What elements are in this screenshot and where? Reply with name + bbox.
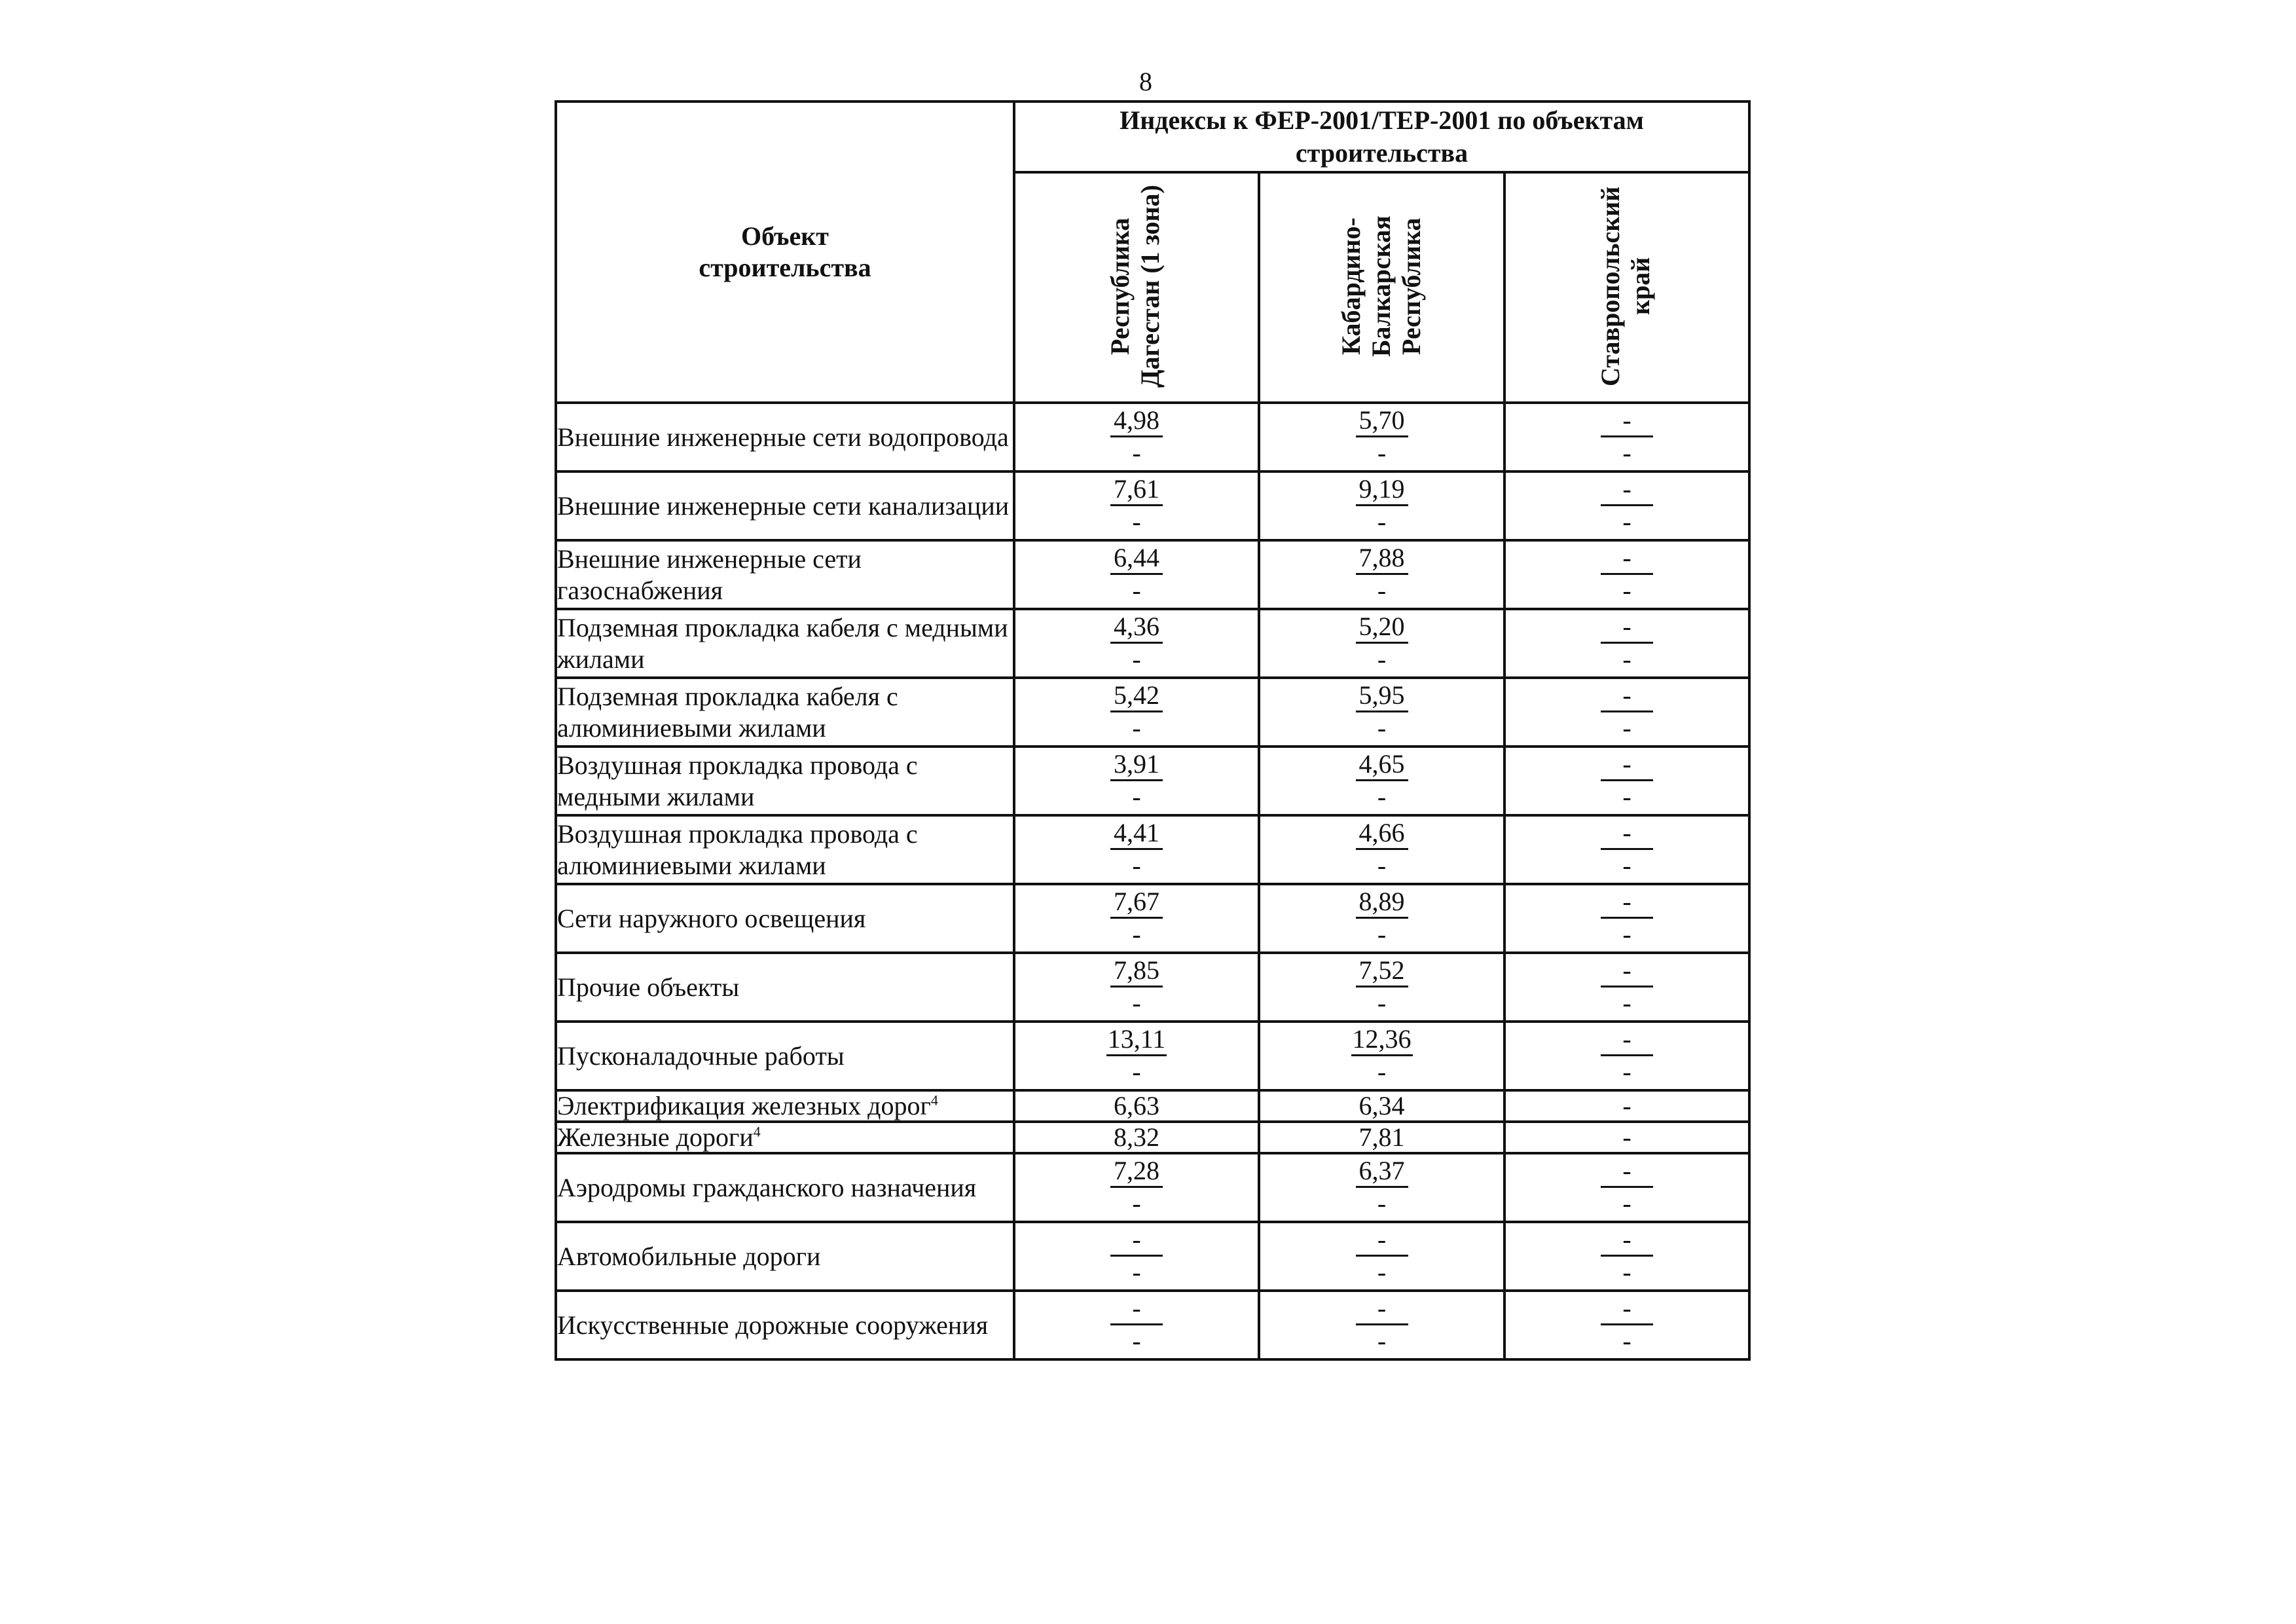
row-object-name-text: Внешние инженерные сети канализации bbox=[557, 490, 1010, 521]
cell-kbr bbox=[1259, 1291, 1504, 1359]
index-fraction bbox=[1356, 1293, 1408, 1357]
cell-kbr bbox=[1259, 678, 1504, 747]
cell-kbr bbox=[1259, 1122, 1504, 1153]
header-index-group-label: Индексы к ФЕР-2001/ТЕР-2001 по объектам строительства bbox=[1120, 105, 1644, 168]
index-denominator: - bbox=[1132, 782, 1141, 811]
index-denominator: - bbox=[1622, 919, 1631, 949]
index-fraction bbox=[1601, 955, 1653, 1019]
index-denominator: - bbox=[1377, 1326, 1387, 1356]
index-numerator: 4,36 bbox=[1110, 612, 1163, 644]
index-numerator: 5,20 bbox=[1356, 612, 1408, 644]
index-numerator: - bbox=[1601, 612, 1653, 644]
index-denominator: - bbox=[1132, 644, 1141, 674]
index-denominator: - bbox=[1132, 919, 1141, 949]
footnote-marker: 4 bbox=[930, 1092, 938, 1109]
index-denominator: - bbox=[1377, 713, 1387, 743]
row-object-name-text: Воздушная прокладка провода с алюминиевыми жилами bbox=[557, 819, 918, 880]
index-fraction bbox=[1106, 1024, 1167, 1088]
cell-stavropol bbox=[1504, 815, 1749, 884]
index-fraction bbox=[1356, 818, 1408, 881]
region-label-dagestan: Республика Дагестан (1 зона) bbox=[1105, 184, 1165, 388]
cell-kbr bbox=[1259, 403, 1504, 471]
index-denominator: - bbox=[1622, 851, 1631, 880]
cell-stavropol bbox=[1504, 1222, 1749, 1291]
index-fraction bbox=[1356, 1225, 1408, 1288]
index-numerator: - bbox=[1110, 1293, 1163, 1325]
index-denominator: - bbox=[1622, 644, 1631, 674]
index-fraction bbox=[1110, 955, 1163, 1019]
index-fraction bbox=[1110, 680, 1163, 744]
index-denominator: - bbox=[1132, 1257, 1141, 1287]
index-denominator: - bbox=[1377, 644, 1387, 674]
page-number: 8 bbox=[1139, 67, 1152, 96]
index-numerator: 7,85 bbox=[1110, 955, 1163, 987]
index-numerator: 7,67 bbox=[1110, 887, 1163, 919]
cell-dagestan bbox=[1014, 747, 1259, 815]
region-label-kbr: Кабардино-Балкарская Республика bbox=[1336, 215, 1426, 357]
index-numerator: 6,37 bbox=[1356, 1156, 1408, 1188]
row-object-name-text: Пусконаладочные работы bbox=[557, 1041, 845, 1071]
index-denominator: - bbox=[1132, 851, 1141, 880]
row-object-name-text: Искусственные дорожные сооружения bbox=[557, 1310, 989, 1340]
index-numerator: - bbox=[1110, 1225, 1163, 1257]
row-object-name-text: Прочие объекты bbox=[557, 972, 740, 1002]
row-object-name bbox=[556, 540, 1014, 609]
cell-stavropol bbox=[1504, 471, 1749, 540]
header-region-stavropol bbox=[1504, 172, 1749, 403]
cell-dagestan bbox=[1014, 1222, 1259, 1291]
cell-kbr bbox=[1259, 1222, 1504, 1291]
index-denominator: - bbox=[1377, 1189, 1387, 1218]
header-region-dagestan bbox=[1014, 172, 1259, 403]
index-numerator: - bbox=[1601, 474, 1653, 506]
cell-dagestan bbox=[1014, 403, 1259, 471]
index-fraction bbox=[1601, 749, 1653, 813]
index-fraction bbox=[1110, 1225, 1163, 1288]
index-numerator: - bbox=[1601, 887, 1653, 919]
index-denominator: - bbox=[1377, 576, 1387, 605]
cell-dagestan bbox=[1014, 678, 1259, 747]
index-denominator: - bbox=[1622, 1189, 1631, 1218]
index-fraction bbox=[1356, 543, 1408, 606]
cell-kbr bbox=[1259, 471, 1504, 540]
row-object-name bbox=[556, 609, 1014, 678]
table-row bbox=[556, 1291, 1749, 1359]
index-numerator: - bbox=[1601, 818, 1653, 850]
row-object-name bbox=[556, 953, 1014, 1022]
cell-kbr bbox=[1259, 540, 1504, 609]
index-numerator: - bbox=[1356, 1293, 1408, 1325]
row-object-name-text: Электрификация железных дорог bbox=[557, 1091, 931, 1120]
index-value: - bbox=[1622, 1091, 1631, 1120]
row-object-name bbox=[556, 1153, 1014, 1222]
index-denominator: - bbox=[1622, 576, 1631, 605]
table-row bbox=[556, 1153, 1749, 1222]
index-denominator: - bbox=[1622, 1326, 1631, 1356]
index-table bbox=[555, 100, 1751, 1361]
cell-kbr bbox=[1259, 1022, 1504, 1090]
index-fraction bbox=[1356, 1156, 1408, 1219]
cell-dagestan bbox=[1014, 1090, 1259, 1122]
row-object-name-text: Внешние инженерные сети водопровода bbox=[557, 422, 1009, 452]
row-object-name bbox=[556, 884, 1014, 953]
cell-stavropol bbox=[1504, 1153, 1749, 1222]
index-numerator: 4,41 bbox=[1110, 818, 1163, 850]
index-denominator: - bbox=[1377, 1057, 1387, 1086]
index-fraction bbox=[1110, 749, 1163, 813]
table-row bbox=[556, 1122, 1749, 1153]
table-row bbox=[556, 403, 1749, 471]
index-numerator: 4,66 bbox=[1356, 818, 1408, 850]
cell-dagestan bbox=[1014, 471, 1259, 540]
index-numerator: - bbox=[1601, 1225, 1653, 1257]
cell-dagestan bbox=[1014, 884, 1259, 953]
index-value: 8,32 bbox=[1114, 1122, 1159, 1152]
index-numerator: 7,61 bbox=[1110, 474, 1163, 506]
cell-dagestan bbox=[1014, 1122, 1259, 1153]
index-numerator: - bbox=[1601, 1293, 1653, 1325]
cell-kbr bbox=[1259, 884, 1504, 953]
index-denominator: - bbox=[1377, 782, 1387, 811]
table-row bbox=[556, 747, 1749, 815]
table-row bbox=[556, 815, 1749, 884]
index-fraction bbox=[1601, 818, 1653, 881]
index-denominator: - bbox=[1377, 438, 1387, 468]
index-fraction bbox=[1351, 1024, 1413, 1088]
index-value: - bbox=[1622, 1122, 1631, 1152]
index-denominator: - bbox=[1132, 1326, 1141, 1356]
row-object-name-text: Аэродромы гражданского назначения bbox=[557, 1172, 977, 1202]
row-object-name-text: Автомобильные дороги bbox=[557, 1241, 821, 1271]
index-denominator: - bbox=[1622, 988, 1631, 1018]
index-fraction bbox=[1601, 543, 1653, 606]
table-row bbox=[556, 678, 1749, 747]
index-numerator: 12,36 bbox=[1351, 1024, 1413, 1056]
index-denominator: - bbox=[1377, 507, 1387, 536]
table-row bbox=[556, 540, 1749, 609]
cell-dagestan bbox=[1014, 609, 1259, 678]
row-object-name bbox=[556, 1090, 1014, 1122]
index-fraction bbox=[1110, 818, 1163, 881]
index-fraction bbox=[1356, 474, 1408, 538]
index-fraction bbox=[1601, 1225, 1653, 1288]
index-denominator: - bbox=[1132, 576, 1141, 605]
index-fraction bbox=[1110, 887, 1163, 950]
row-object-name bbox=[556, 1291, 1014, 1359]
index-numerator: - bbox=[1601, 680, 1653, 712]
index-denominator: - bbox=[1377, 919, 1387, 949]
cell-stavropol bbox=[1504, 609, 1749, 678]
index-numerator: - bbox=[1601, 955, 1653, 987]
cell-stavropol bbox=[1504, 884, 1749, 953]
index-numerator: 5,95 bbox=[1356, 680, 1408, 712]
row-object-name-text: Сети наружного освещения bbox=[557, 903, 866, 933]
row-object-name bbox=[556, 1022, 1014, 1090]
index-denominator: - bbox=[1132, 507, 1141, 536]
row-object-name bbox=[556, 747, 1014, 815]
index-denominator: - bbox=[1622, 438, 1631, 468]
index-fraction bbox=[1356, 749, 1408, 813]
cell-dagestan bbox=[1014, 1153, 1259, 1222]
index-fraction bbox=[1356, 955, 1408, 1019]
index-numerator: 3,91 bbox=[1110, 749, 1163, 781]
index-fraction bbox=[1110, 474, 1163, 538]
index-numerator: - bbox=[1356, 1225, 1408, 1257]
table-row bbox=[556, 884, 1749, 953]
index-denominator: - bbox=[1132, 438, 1141, 468]
table-row bbox=[556, 1222, 1749, 1291]
row-object-name bbox=[556, 815, 1014, 884]
cell-dagestan bbox=[1014, 1291, 1259, 1359]
index-denominator: - bbox=[1132, 1057, 1141, 1086]
header-index-group bbox=[1014, 101, 1749, 172]
index-denominator: - bbox=[1622, 1057, 1631, 1086]
index-denominator: - bbox=[1132, 713, 1141, 743]
row-object-name-text: Внешние инженерные сети газоснабжения bbox=[557, 544, 862, 605]
index-fraction bbox=[1601, 474, 1653, 538]
footnote-marker: 4 bbox=[753, 1123, 761, 1140]
index-fraction bbox=[1356, 887, 1408, 950]
row-object-name-text: Подземная прокладка кабеля с медными жилами bbox=[557, 612, 1008, 674]
index-value: 6,63 bbox=[1114, 1091, 1159, 1120]
row-object-name bbox=[556, 1222, 1014, 1291]
index-numerator: 7,88 bbox=[1356, 543, 1408, 575]
index-fraction bbox=[1110, 1156, 1163, 1219]
index-numerator: - bbox=[1601, 543, 1653, 575]
row-object-name-text: Воздушная прокладка провода с медными жилами bbox=[557, 750, 918, 811]
index-fraction bbox=[1601, 887, 1653, 950]
index-fraction bbox=[1110, 405, 1163, 469]
cell-stavropol bbox=[1504, 747, 1749, 815]
table-row bbox=[556, 953, 1749, 1022]
cell-dagestan bbox=[1014, 540, 1259, 609]
row-object-name-text: Железные дороги bbox=[557, 1122, 754, 1152]
table-row bbox=[556, 609, 1749, 678]
index-fraction bbox=[1356, 612, 1408, 675]
index-denominator: - bbox=[1132, 988, 1141, 1018]
cell-stavropol bbox=[1504, 1122, 1749, 1153]
index-numerator: 8,89 bbox=[1356, 887, 1408, 919]
index-numerator: 6,44 bbox=[1110, 543, 1163, 575]
row-object-name bbox=[556, 678, 1014, 747]
cell-stavropol bbox=[1504, 1022, 1749, 1090]
index-numerator: 5,70 bbox=[1356, 405, 1408, 437]
cell-dagestan bbox=[1014, 953, 1259, 1022]
region-label-stavropol: Ставропольский край bbox=[1595, 185, 1656, 386]
index-fraction bbox=[1601, 680, 1653, 744]
index-fraction bbox=[1601, 405, 1653, 469]
header-row-1 bbox=[556, 101, 1749, 172]
cell-dagestan bbox=[1014, 1022, 1259, 1090]
index-numerator: - bbox=[1601, 749, 1653, 781]
row-object-name bbox=[556, 1122, 1014, 1153]
index-fraction bbox=[1601, 612, 1653, 675]
index-numerator: - bbox=[1601, 405, 1653, 437]
index-denominator: - bbox=[1377, 851, 1387, 880]
header-object bbox=[556, 101, 1014, 403]
header-object-label: Объект строительства bbox=[699, 221, 871, 282]
cell-kbr bbox=[1259, 1090, 1504, 1122]
table-row bbox=[556, 471, 1749, 540]
index-fraction bbox=[1110, 612, 1163, 675]
index-denominator: - bbox=[1377, 988, 1387, 1018]
index-denominator: - bbox=[1377, 1257, 1387, 1287]
index-numerator: 4,98 bbox=[1110, 405, 1163, 437]
cell-stavropol bbox=[1504, 678, 1749, 747]
index-fraction bbox=[1601, 1156, 1653, 1219]
index-numerator: 9,19 bbox=[1356, 474, 1408, 506]
row-object-name bbox=[556, 471, 1014, 540]
index-denominator: - bbox=[1622, 1257, 1631, 1287]
cell-kbr bbox=[1259, 815, 1504, 884]
cell-kbr bbox=[1259, 1153, 1504, 1222]
index-denominator: - bbox=[1622, 507, 1631, 536]
index-numerator: - bbox=[1601, 1024, 1653, 1056]
index-numerator: 5,42 bbox=[1110, 680, 1163, 712]
cell-stavropol bbox=[1504, 1291, 1749, 1359]
index-fraction bbox=[1110, 1293, 1163, 1357]
index-fraction bbox=[1601, 1024, 1653, 1088]
cell-stavropol bbox=[1504, 953, 1749, 1022]
index-numerator: 4,65 bbox=[1356, 749, 1408, 781]
cell-stavropol bbox=[1504, 1090, 1749, 1122]
index-numerator: 7,52 bbox=[1356, 955, 1408, 987]
cell-stavropol bbox=[1504, 403, 1749, 471]
index-denominator: - bbox=[1132, 1189, 1141, 1218]
row-object-name bbox=[556, 403, 1014, 471]
index-denominator: - bbox=[1622, 713, 1631, 743]
cell-stavropol bbox=[1504, 540, 1749, 609]
table-row bbox=[556, 1022, 1749, 1090]
cell-kbr bbox=[1259, 747, 1504, 815]
cell-kbr bbox=[1259, 609, 1504, 678]
index-denominator: - bbox=[1622, 782, 1631, 811]
header-region-kbr bbox=[1259, 172, 1504, 403]
index-value: 6,34 bbox=[1358, 1091, 1405, 1120]
index-fraction bbox=[1356, 680, 1408, 744]
index-fraction bbox=[1110, 543, 1163, 606]
cell-kbr bbox=[1259, 953, 1504, 1022]
cell-dagestan bbox=[1014, 815, 1259, 884]
index-numerator: 13,11 bbox=[1106, 1024, 1167, 1056]
index-numerator: - bbox=[1601, 1156, 1653, 1188]
index-numerator: 7,28 bbox=[1110, 1156, 1163, 1188]
row-object-name-text: Подземная прокладка кабеля с алюминиевыми жилами bbox=[557, 681, 898, 743]
table-row bbox=[556, 1090, 1749, 1122]
index-value: 7,81 bbox=[1358, 1122, 1405, 1152]
index-fraction bbox=[1356, 405, 1408, 469]
index-fraction bbox=[1601, 1293, 1653, 1357]
